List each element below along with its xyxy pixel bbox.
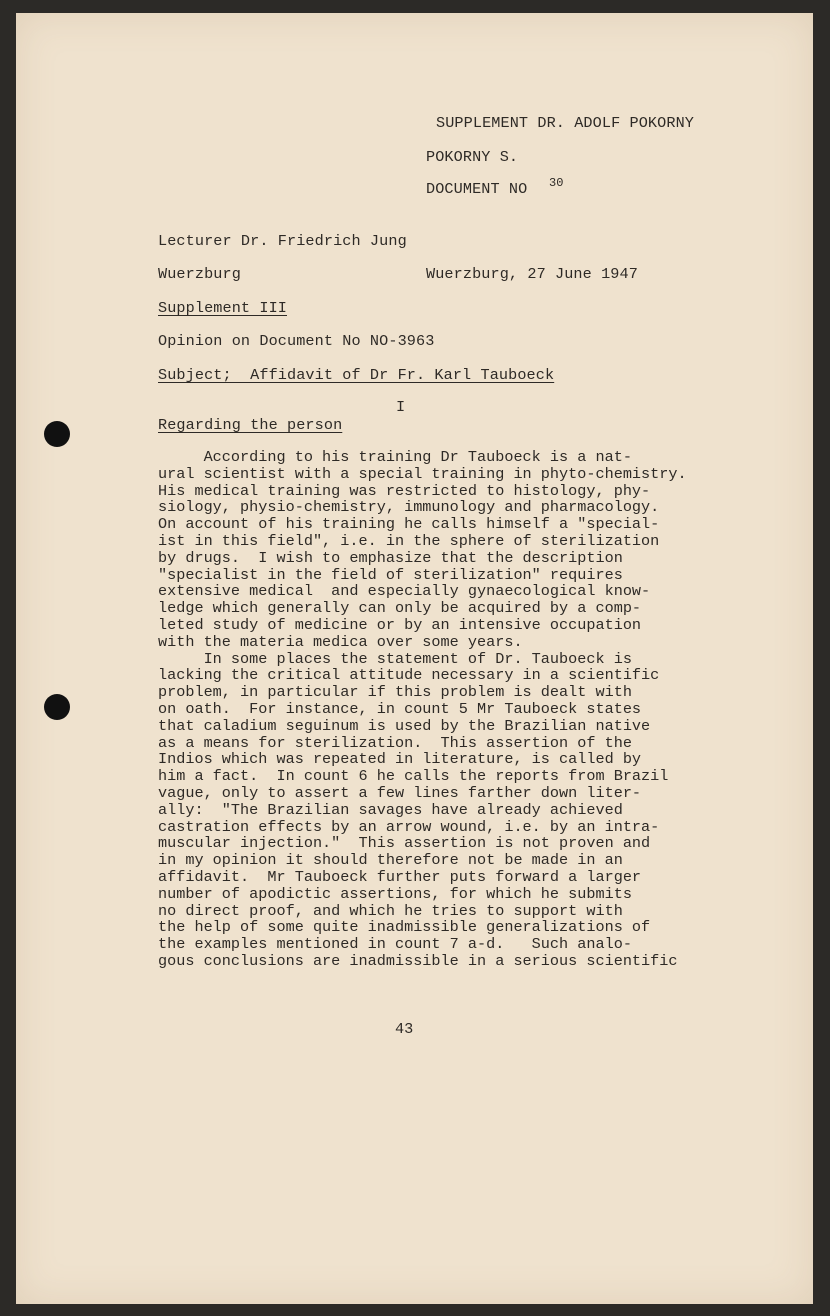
body-line: ally: "The Brazilian savages have already achieved [158,800,623,819]
body-line: no direct proof, and which he tries to support with [158,901,623,920]
author-city: Wuerzburg [158,265,241,283]
body-line: lacking the critical attitude necessary in a scientific [158,666,660,685]
body-line: that caladium seguinum is used by the Brazilian native [158,716,651,735]
punch-hole [44,694,70,720]
supplement-header: SUPPLEMENT DR. ADOLF POKORNY [436,114,694,132]
body-line: the examples mentioned in count 7 a-d. Such analo- [158,935,632,954]
author-name: Lecturer Dr. Friedrich Jung [158,232,407,250]
body-line: According to his training Dr Tauboeck is a nat- [158,448,632,466]
body-line: ist in this field", i.e. in the sphere of sterilization [158,531,660,550]
opinion-line: Opinion on Document No NO-3963 [158,332,435,350]
body-line: him a fact. In count 6 he calls the reports from Brazil [158,767,669,786]
body-line: ledge which generally can only be acquired by a comp- [158,599,642,618]
punch-hole [44,421,70,447]
body-line: extensive medical and especially gynaecological know- [158,582,651,601]
section-heading: Regarding the person [158,416,343,434]
body-line: muscular injection." This assertion is not proven and [158,834,651,853]
body-line: the help of some quite inadmissible generalizations of [158,918,651,937]
body-line: ural scientist with a special training in phyto-chemistry. [158,464,687,483]
document-number: 30 [549,176,564,190]
body-text [158,449,758,970]
body-line: On account of his training he calls himself a "special- [158,515,660,534]
body-line: as a means for sterilization. This assertion of the [158,733,632,752]
subject-line: Subject; Affidavit of Dr Fr. Karl Tauboeck [158,366,555,384]
page-number: 43 [395,1020,414,1038]
body-line: siology, physio-chemistry, immunology and pharmacology. [158,498,660,517]
section-number: I [396,398,406,416]
body-line: by drugs. I wish to emphasize that the description [158,548,623,567]
body-line: Indios which was repeated in literature, is called by [158,750,642,769]
body-line: in my opinion it should therefore not be made in an [158,851,623,870]
body-line: affidavit. Mr Tauboeck further puts forward a larger [158,867,642,886]
document-date: Wuerzburg, 27 June 1947 [426,265,638,283]
body-line: "specialist in the field of sterilization" requires [158,565,623,584]
supplement-heading: Supplement III [158,299,287,317]
body-line: His medical training was restricted to histology, phy- [158,481,651,500]
document-label: DOCUMENT NO [426,180,528,198]
pokorny-label: POKORNY S. [426,148,519,166]
body-line: gous conclusions are inadmissible in a serious scientific [158,951,678,970]
body-line: leted study of medicine or by an intensive occupation [158,615,642,634]
body-line: problem, in particular if this problem is dealt with [158,683,632,702]
body-line: castration effects by an arrow wound, i.e. by an intra- [158,817,660,836]
body-line: vague, only to assert a few lines farther down liter- [158,783,642,802]
body-line: number of apodictic assertions, for which he submits [158,884,632,903]
body-line: with the materia medica over some years. [158,632,523,651]
body-line: on oath. For instance, in count 5 Mr Tauboeck states [158,699,642,718]
body-line: In some places the statement of Dr. Tauboeck is [158,649,632,668]
